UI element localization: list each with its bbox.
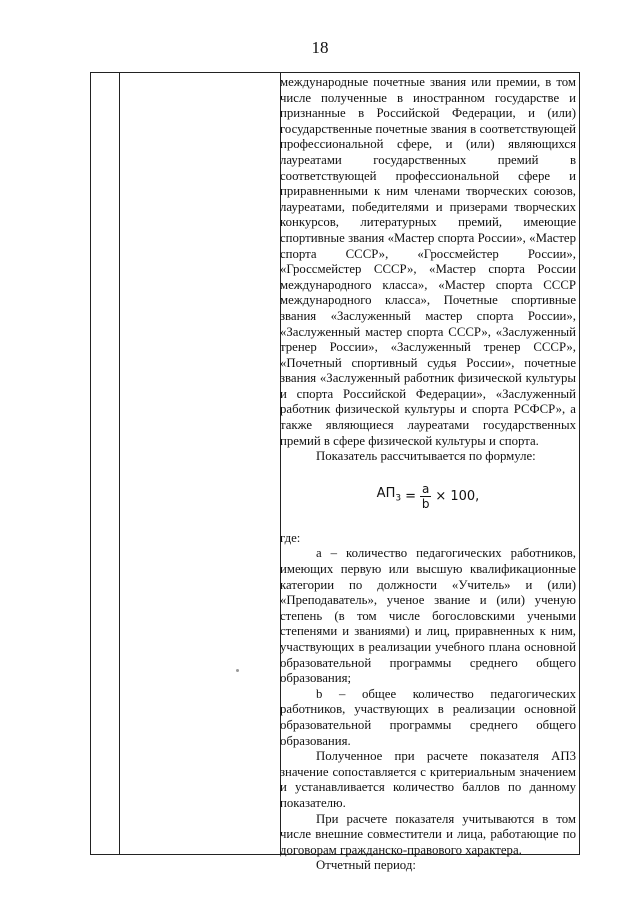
scan-speck <box>236 669 239 672</box>
page-number: 18 <box>311 38 329 57</box>
formula-intro: Показатель рассчитывается по формуле: <box>316 449 536 464</box>
table-cell-text <box>280 75 576 874</box>
formula-lhs-symbol: АП <box>376 486 396 502</box>
where-label: где: <box>280 530 301 545</box>
counting-paragraph: При расчете показателя учитываются в том числе внешние совместители и лица, работающие по договорам гражданско-правового характера. <box>280 811 576 857</box>
paragraph-recipients: международные почетные звания или премии, в том числе полученные в иностранном государстве и признанные в Российской Федерации, и (или) государственные почетные звания в соответствующей профессиональной сфере, и (или) являющихся лауреатами государственных премий в соответствующей профессиональной сфере и приравненными к ним членами творческих союзов, лауреатами, победителями и призерами творческих конкурсов, литературных премий, имеющие спортивные звания «Мастер спорта России», «Мастер спорта СССР», «Гроссмейстер России», «Гроссмейстер СССР», «Мастер спорта России международного класса», «Мастер спорта СССР международного класса», Почетные спортивные звания «Заслуженный мастер спорта России», «Заслуженный мастер спорта СССР», «Заслуженный тренер России», «Заслуженный тренер СССР», «Почетный спортивный судья России», почетные звания «Заслуженный работник физической культуры и спорта Российской Федерации», «Заслуженный работник физической культуры и спорта РСФСР», а также являющиеся лауреатами государственных премий в сфере физической культуры и спорта. <box>280 75 576 448</box>
formula-fraction <box>420 482 431 511</box>
formula <box>280 475 576 519</box>
formula-rhs: × 100, <box>435 489 480 505</box>
column-divider-1 <box>119 73 120 854</box>
formula-equals: = <box>405 489 416 505</box>
formula-lhs <box>377 486 401 507</box>
formula-lhs-subscript: 3 <box>395 493 402 504</box>
formula-denominator: b <box>421 497 430 512</box>
definition-b: b – общее количество педагогических работников, участвующих в реализации основной образовательной программы среднего общего образования. <box>280 686 576 748</box>
formula-numerator: a <box>421 482 430 497</box>
result-paragraph: Полученное при расчете показателя АП3 значение сопоставляется с критериальным значением и устанавливается количество баллов по данному показателю. <box>280 749 576 810</box>
reporting-period: Отчетный период: <box>316 858 416 873</box>
definition-a: а – количество педагогических работников, имеющих первую или высшую квалификационные категории по должности «Учитель» и (или) «Преподаватель», ученое звание и (или) ученую степень (в том числе богословскими учеными степенями и званиями) и лиц, приравненных к ним, участвующих в реализации учебного плана основной образовательной программы среднего общего образования; <box>280 546 576 686</box>
